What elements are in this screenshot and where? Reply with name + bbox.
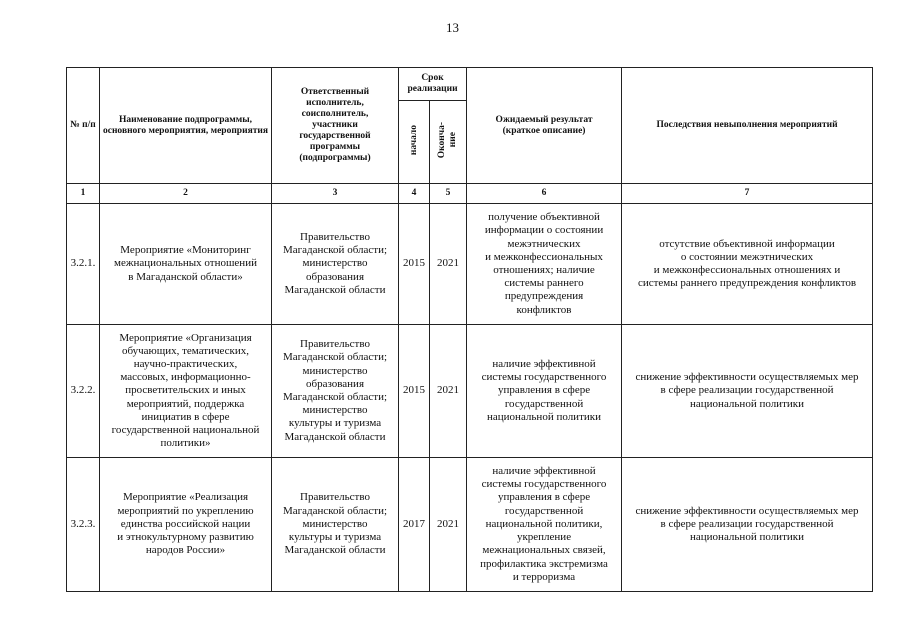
column-number: 5 (430, 184, 467, 204)
row-num: 3.2.3. (67, 458, 100, 592)
row-responsible: Правительство Магаданской области; министерство культуры и туризма Магаданской области (272, 458, 399, 592)
row-responsible: Правительство Магаданской области; министерство образования Магаданской области (272, 204, 399, 325)
column-number: 1 (67, 184, 100, 204)
row-name: Мероприятие «Организация обучающих, тематических, научно-практических, массовых, информационно- просветительских и иных мероприятий, поддержка инициатив в сфере государственной национальной политики» (100, 325, 272, 458)
column-number: 3 (272, 184, 399, 204)
row-consequences: снижение эффективности осуществляемых мер в сфере реализации государственной национальной политики (622, 458, 873, 592)
column-number: 7 (622, 184, 873, 204)
row-end: 2021 (430, 458, 467, 592)
header-row (67, 68, 873, 101)
column-number: 6 (467, 184, 622, 204)
header-consequences: Последствия невыполнения мероприятий (622, 68, 873, 184)
column-number-row (67, 184, 873, 204)
table-row (67, 204, 873, 325)
row-start: 2015 (399, 325, 430, 458)
row-num: 3.2.2. (67, 325, 100, 458)
row-result: получение объективной информации о состоянии межэтнических и межконфессиональных отношениях; наличие системы раннего предупреждения конфликтов (467, 204, 622, 325)
row-name: Мероприятие «Реализация мероприятий по укреплению единства российской нации и этнокультурному развитию народов России» (100, 458, 272, 592)
row-start: 2015 (399, 204, 430, 325)
header-end-label: Оконча- ние (437, 121, 458, 159)
header-period: Срок реализации (399, 68, 467, 101)
table-row (67, 325, 873, 458)
header-start (399, 101, 430, 184)
row-responsible: Правительство Магаданской области; министерство образования Магаданской области; министерство культуры и туризма Магаданской области (272, 325, 399, 458)
column-number: 4 (399, 184, 430, 204)
row-end: 2021 (430, 325, 467, 458)
header-num: № п/п (67, 68, 100, 184)
row-result: наличие эффективной системы государственного управления в сфере государственной национальной политики, укрепление межнациональных связей, профилактика экстремизма и терроризма (467, 458, 622, 592)
column-number: 2 (100, 184, 272, 204)
row-start: 2017 (399, 458, 430, 592)
table-row (67, 458, 873, 592)
row-end: 2021 (430, 204, 467, 325)
row-result: наличие эффективной системы государственного управления в сфере государственной национальной политики (467, 325, 622, 458)
header-start-label: начало (408, 124, 419, 156)
header-responsible: Ответственный исполнитель, соисполнитель, участники государственной программы (подпрограммы) (272, 68, 399, 184)
row-consequences: отсутствие объективной информации о состоянии межэтнических и межконфессиональных отношениях и системы раннего предупреждения конфликтов (622, 204, 873, 325)
page-number: 13 (446, 20, 459, 35)
program-table (66, 67, 873, 592)
header-end (430, 101, 467, 184)
header-name: Наименование подпрограммы, основного мероприятия, мероприятия (100, 68, 272, 184)
row-num: 3.2.1. (67, 204, 100, 325)
row-consequences: снижение эффективности осуществляемых мер в сфере реализации государственной национальной политики (622, 325, 873, 458)
header-result: Ожидаемый результат (краткое описание) (467, 68, 622, 184)
row-name: Мероприятие «Мониторинг межнациональных отношений в Магаданской области» (100, 204, 272, 325)
